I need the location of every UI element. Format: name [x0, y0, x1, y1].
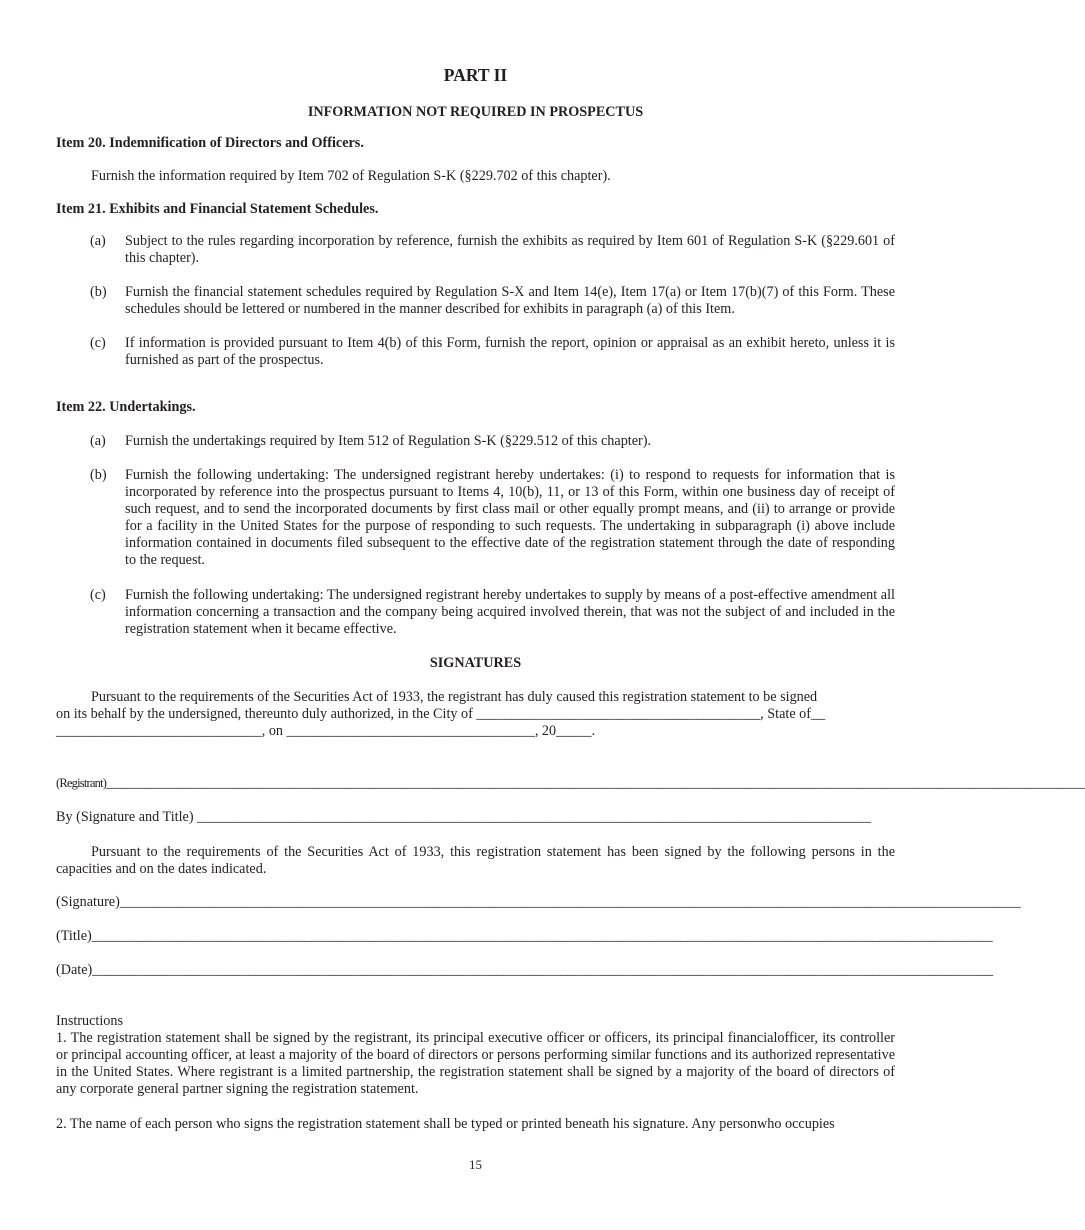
title-label: (Title): [56, 928, 92, 944]
item-text: Furnish the financial statement schedules required by Regulation S-X and Item 14(e), Item 17(a) or Item 17(b)(7) of this Form. These schedules should be lettered or numbered in the manner described for exhibits in paragraph (a) of this Item.: [125, 284, 895, 317]
registrant-blank: __________________________________________________________________________________________________________________________________________: [106, 775, 1085, 791]
signatures-pursuant-line3: _____________________________, on ___________________________________, 20_____.: [56, 723, 596, 739]
instructions-heading: Instructions: [56, 1013, 123, 1029]
item21-c: [90, 335, 895, 369]
item22-heading: Item 22. Undertakings.: [56, 399, 196, 415]
signatures-pursuant-line1: Pursuant to the requirements of the Securities Act of 1933, the registrant has duly caused this registration statement to be signed: [91, 689, 818, 705]
item22-a: [90, 433, 895, 450]
item-label: (a): [90, 233, 106, 249]
signatures-pursuant-2: Pursuant to the requirements of the Securities Act of 1933, this registration statement has been signed by the following persons in the capacities and on the dates indicated.: [56, 844, 895, 877]
instructions-item-2: 2. The name of each person who signs the registration statement shall be typed or printed beneath his signature. Any personwho occupies: [56, 1116, 835, 1132]
date-blank: _______________________________________________________________________________________________________________________________: [92, 962, 994, 978]
item20-heading: Item 20. Indemnification of Directors and Officers.: [56, 135, 364, 151]
section-subtitle: INFORMATION NOT REQUIRED IN PROSPECTUS: [307, 104, 644, 120]
item-text: Furnish the undertakings required by Item 512 of Regulation S-K (§229.512 of this chapter).: [125, 433, 652, 449]
signatures-pursuant-line2: on its behalf by the undersigned, thereunto duly authorized, in the City of ________________________________________, State of__: [56, 706, 826, 722]
item21-b: [90, 284, 895, 318]
item21-heading: Item 21. Exhibits and Financial Statement Schedules.: [56, 201, 379, 217]
item22-c: [90, 587, 895, 638]
date-label: (Date): [56, 962, 93, 978]
instructions-item-1: 1. The registration statement shall be signed by the registrant, its principal executive officer or officers, its principal financialofficer, its controller or principal accounting officer, at least a majority of the board of directors or persons performing similar functions and its authorized representative in the United States. Where registrant is a limited partnership, the registration statement shall be signed by a majority of the board of directors of any corporate general partner signing the registration statement.: [56, 1030, 895, 1097]
date-line: [56, 962, 994, 979]
item-text: Furnish the following undertaking: The undersigned registrant hereby undertakes to supply by means of a post-effective amendment all information concerning a transaction and the company being acquired involved therein, that was not the subject of and included in the registration statement when it became effective.: [125, 587, 895, 637]
registrant-label: (Registrant): [56, 776, 107, 790]
item-label: (a): [90, 433, 106, 449]
registrant-line: [56, 775, 1085, 792]
by-signature-title-line: By (Signature and Title) _______________________________________________________________________________________________: [56, 809, 871, 825]
item-text: Furnish the following undertaking: The undersigned registrant hereby undertakes: (i) to respond to requests for information that is incorporated by reference into the prospectus pursuant to Items 4, 10(b), 11, or 13 of this Form, within one business day of receipt of such request, and to send the incorporated documents by first class mail or other equally prompt means, and (ii) to arrange or provide for a facility in the United States for the purpose of responding to such requests. The undertaking in subparagraph (i) above include information contained in documents filed subsequent to the effective date of the registration statement through the date of responding to the request.: [125, 467, 895, 568]
item-label: (c): [90, 587, 106, 603]
title-blank: _______________________________________________________________________________________________________________________________: [91, 928, 993, 944]
title-line: [56, 928, 993, 945]
signatures-heading: SIGNATURES: [429, 655, 522, 671]
item-label: (c): [90, 335, 106, 351]
part-title: PART II: [443, 65, 508, 85]
signature-line: [56, 894, 1021, 911]
item-text: If information is provided pursuant to Item 4(b) of this Form, furnish the report, opinion or appraisal as an exhibit hereto, unless it is furnished as part of the prospectus.: [125, 335, 895, 368]
item-label: (b): [90, 467, 107, 483]
item20-text: Furnish the information required by Item 702 of Regulation S-K (§229.702 of this chapter).: [91, 168, 611, 184]
signature-label: (Signature): [56, 894, 120, 910]
signature-blank: _______________________________________________________________________________________________________________________________: [119, 894, 1021, 910]
item21-a: [90, 233, 895, 267]
document-page: [56, 0, 1085, 1230]
item-label: (b): [90, 284, 107, 300]
item22-b: [90, 467, 895, 569]
page-number: 15: [469, 1157, 482, 1172]
item-text: Subject to the rules regarding incorporation by reference, furnish the exhibits as required by Item 601 of Regulation S-K (§229.601 of this chapter).: [125, 233, 895, 266]
